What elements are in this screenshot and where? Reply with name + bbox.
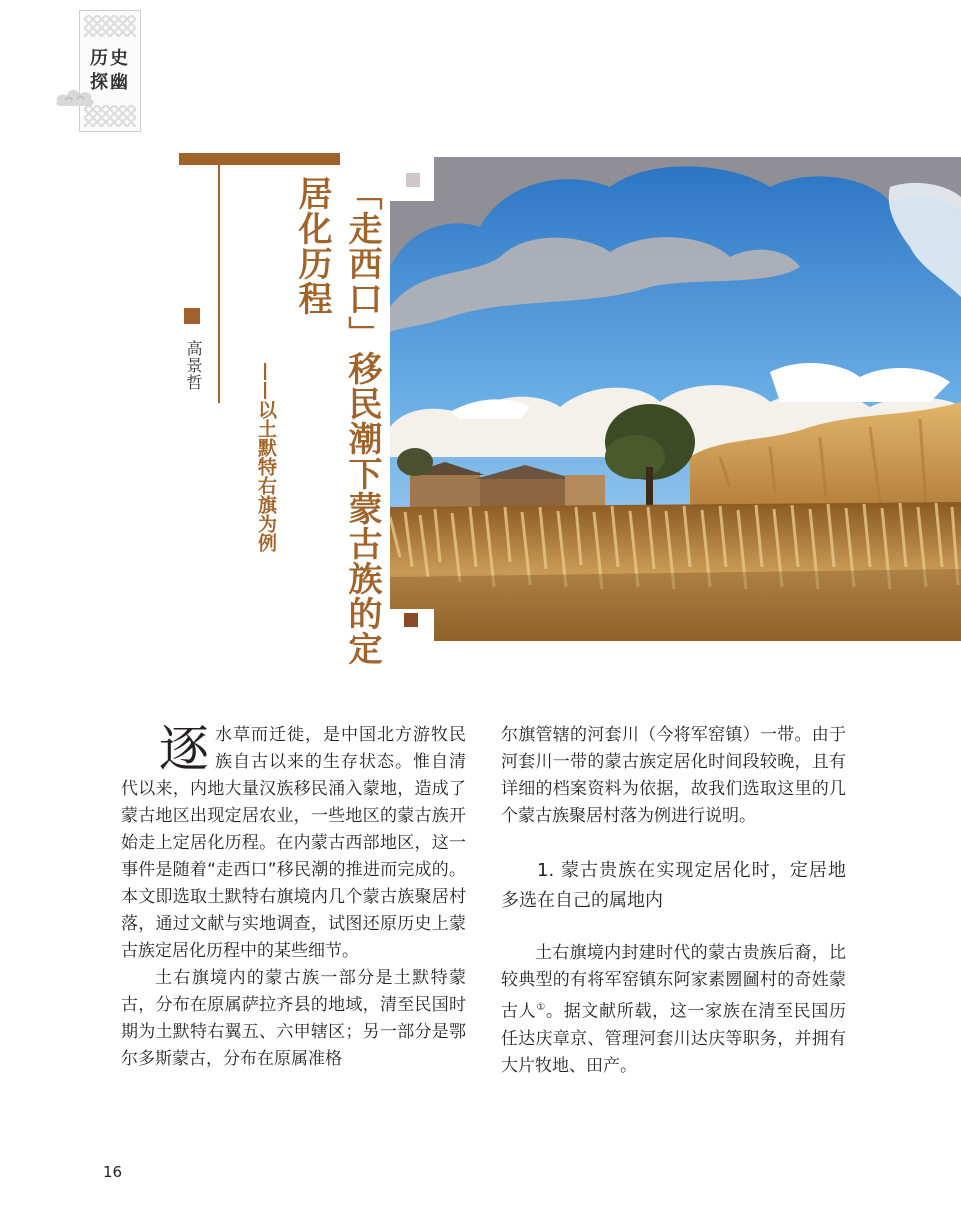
author-marker <box>184 308 200 324</box>
section-tag-pattern-top <box>84 15 136 37</box>
article-subtitle: ——以土默特右旗为例 <box>255 362 277 552</box>
page-number: 16 <box>103 1163 123 1181</box>
paragraph-3-part1: 土右旗境内封建时代的蒙古贵族后裔，比较典型的有将军窑镇东阿家素圐圙村的奇姓蒙古人 <box>501 943 846 1022</box>
paragraph-2: 土右旗境内的蒙古族一部分是土默特蒙古，分布在原属萨拉齐县的地域，清至民国时期为土默特右翼五、六甲辖区；另一部分是鄂尔多斯蒙古，分布在原属准格 <box>121 968 466 1069</box>
photo-square-bottom <box>404 613 418 627</box>
paragraph-3-part2: 。据文献所载，这一家族在清至民国历任达庆章京、管理河套川达庆等职务，并拥有大片牧地、田产。 <box>501 1001 847 1076</box>
section-tag <box>79 10 141 132</box>
author-name: 高景哲 <box>184 340 203 391</box>
photo-square-top <box>406 173 420 187</box>
article-column-right <box>501 722 846 1080</box>
section-tag-line2: 探幽 <box>90 72 130 93</box>
paragraph-intro-text: 水草而迁徙，是中国北方游牧民族自古以来的生存状态。惟自清代以来，内地大量汉族移民涌入蒙地，造成了蒙古地区出现定居农业，一些地区的蒙古族开始走上定居化历程。在内蒙古西部地区，这一事件是随着“走西口”移民潮的推进而完成的。本文即选取土默特右旗境内几个蒙古族聚居村落，通过文献与实地调查，试图还原历史上蒙古族定居化历程中的某些细节。 <box>121 725 466 961</box>
cloud-ornament-icon <box>53 84 97 110</box>
section-heading: 1. 蒙古贵族在实现定居化时，定居地多选在自己的属地内 <box>501 860 846 911</box>
footnote-marker: ① <box>536 1002 547 1013</box>
title-rule <box>218 165 220 403</box>
dropcap: 逐 <box>159 720 209 778</box>
title-bar <box>179 153 340 165</box>
article-title: 「走西口」移民潮下蒙古族的定居化历程 <box>292 176 382 666</box>
article-column-left <box>121 722 466 1073</box>
paragraph-continued: 尔旗管辖的河套川（今将军窑镇）一带。由于河套川一带的蒙古族定居化时间段较晚，且有详细的档案资料为依据，故我们选取这里的几个蒙古族聚居村落为例进行说明。 <box>501 725 846 826</box>
landscape-photo <box>390 157 961 641</box>
section-tag-line1: 历史 <box>90 48 130 69</box>
landscape-photo-drawing <box>390 157 961 641</box>
paragraph-3 <box>501 940 846 1080</box>
paragraph-intro <box>121 722 466 965</box>
